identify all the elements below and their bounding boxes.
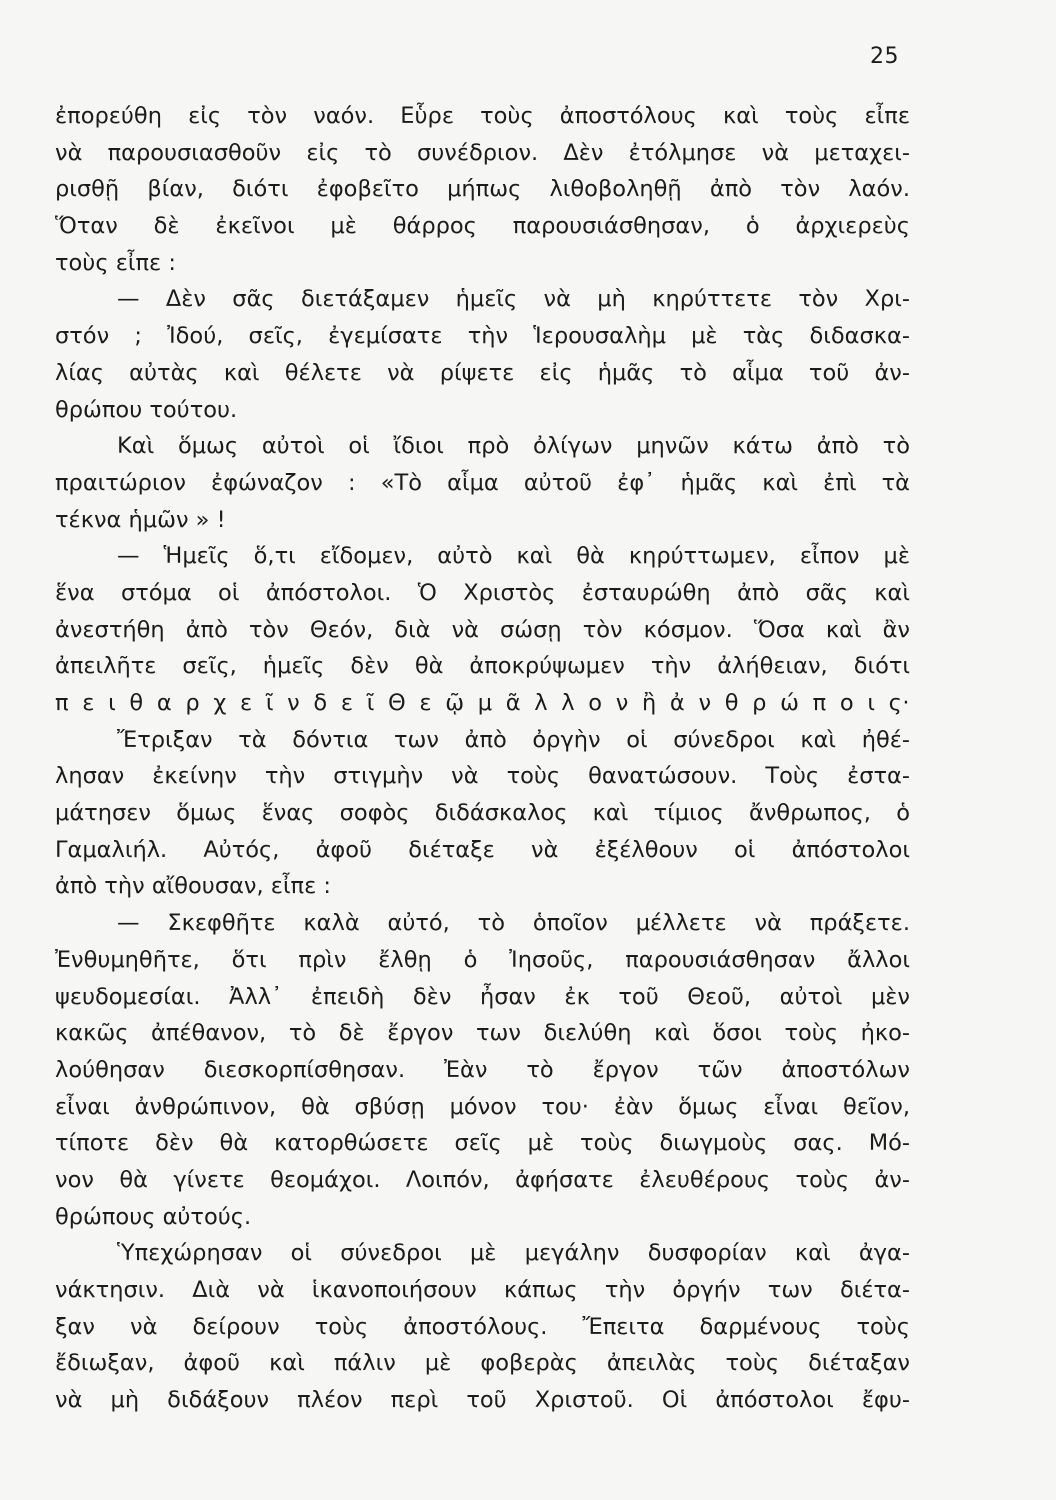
text-line: τοὺς εἶπε :: [55, 249, 176, 276]
text-line: τέκνα ἡμῶν » !: [55, 506, 226, 533]
text-line: Καὶ ὅμως αὐτοὶ οἱ ἴδιοι πρὸ ὀλίγων μηνῶν κάτω ἀπὸ τὸ: [117, 433, 910, 460]
text-line: τίποτε δὲν θὰ κατορθώσετε σεῖς μὲ τοὺς διωγμοὺς σας. Μό-: [55, 1130, 910, 1157]
text-line: νὰ μὴ διδάξουν πλέον περὶ τοῦ Χριστοῦ. Οἱ ἀπόστολοι ἔφυ-: [55, 1387, 910, 1414]
text-line: ξαν νὰ δείρουν τοὺς ἀποστόλους. Ἔπειτα δαρμένους τοὺς: [55, 1313, 910, 1340]
text-line: στόν ; Ἰδού, σεῖς, ἐγεμίσατε τὴν Ἱερουσαλὴμ μὲ τὰς διδασκα-: [55, 323, 910, 350]
text-line: εἶναι ἀνθρώπινον, θὰ σβύσῃ μόνον του· ἐὰν ὅμως εἶναι θεῖον,: [55, 1093, 910, 1120]
body-text: [55, 98, 910, 1419]
text-line: θρώπου τούτου.: [55, 396, 238, 423]
text-line: Γαμαλιήλ. Αὐτός, ἀφοῦ διέταξε νὰ ἐξέλθουν οἱ ἀπόστολοι: [55, 836, 910, 863]
text-line: — Σκεφθῆτε καλὰ αὐτό, τὸ ὁποῖον μέλλετε νὰ πράξετε.: [117, 910, 910, 937]
text-line: ἀνεστήθη ἀπὸ τὸν Θεόν, διὰ νὰ σώσῃ τὸν κόσμον. Ὅσα καὶ ἂν: [55, 616, 910, 643]
text-line: ρισθῇ βίαν, διότι ἐφοβεῖτο μήπως λιθοβοληθῇ ἀπὸ τὸν λαόν.: [55, 176, 910, 203]
text-line: ἀπὸ τὴν αἴθουσαν, εἶπε :: [55, 873, 331, 900]
text-line: π ε ι θ α ρ χ ε ῖ ν δ ε ῖ Θ ε ῷ μ ᾶ λ λ ο ν ἢ ἀ ν θ ρ ώ π ο ι ς·: [55, 690, 910, 716]
text-line: πραιτώριον ἐφώναζον : «Τὸ αἷμα αὐτοῦ ἐφ᾽ ἡμᾶς καὶ ἐπὶ τὰ: [55, 469, 910, 496]
text-line: Ὑπεχώρησαν οἱ σύνεδροι μὲ μεγάλην δυσφορίαν καὶ ἀγα-: [117, 1240, 910, 1267]
text-line: μάτησεν ὅμως ἕνας σοφὸς διδάσκαλος καὶ τίμιος ἄνθρωπος, ὁ: [55, 800, 910, 827]
text-line: θρώπους αὐτούς.: [55, 1203, 252, 1230]
text-line: Ὅταν δὲ ἐκεῖνοι μὲ θάρρος παρουσιάσθησαν, ὁ ἀρχιερεὺς: [55, 213, 910, 240]
text-line: ἕνα στόμα οἱ ἀπόστολοι. Ὁ Χριστὸς ἐσταυρώθη ἀπὸ σᾶς καὶ: [55, 579, 910, 606]
text-line: Ἐνθυμηθῆτε, ὅτι πρὶν ἔλθῃ ὁ Ἰησοῦς, παρουσιάσθησαν ἄλλοι: [55, 946, 910, 973]
text-line: ἀπειλῆτε σεῖς, ἡμεῖς δὲν θὰ ἀποκρύψωμεν τὴν ἀλήθειαν, διότι: [55, 653, 910, 680]
text-line: ἐπορεύθη εἰς τὸν ναόν. Εὗρε τοὺς ἀποστόλους καὶ τοὺς εἶπε: [55, 103, 910, 129]
text-line: ἔδιωξαν, ἀφοῦ καὶ πάλιν μὲ φοβερὰς ἀπειλὰς τοὺς διέταξαν: [55, 1350, 910, 1377]
text-line: νάκτησιν. Διὰ νὰ ἱκανοποιήσουν κάπως τὴν ὀργήν των διέτα-: [55, 1277, 910, 1303]
text-line: — Δὲν σᾶς διετάξαμεν ἡμεῖς νὰ μὴ κηρύττετε τὸν Χρι-: [117, 286, 910, 313]
text-line: λησαν ἐκείνην τὴν στιγμὴν νὰ τοὺς θανατώσουν. Τοὺς ἐστα-: [55, 763, 910, 790]
text-line: νον θὰ γίνετε θεομάχοι. Λοιπόν, ἀφήσατε ἐλευθέρους τοὺς ἀν-: [55, 1166, 910, 1193]
page-number: 25: [870, 44, 899, 69]
text-line: νὰ παρουσιασθοῦν εἰς τὸ συνέδριον. Δὲν ἐτόλμησε νὰ μεταχει-: [55, 139, 910, 166]
text-line: κακῶς ἀπέθανον, τὸ δὲ ἔργον των διελύθη καὶ ὅσοι τοὺς ἠκο-: [55, 1020, 910, 1047]
text-line: — Ἡμεῖς ὅ,τι εἴδομεν, αὐτὸ καὶ θὰ κηρύττωμεν, εἶπον μὲ: [117, 543, 910, 570]
text-line: ψευδομεσίαι. Ἀλλ᾽ ἐπειδὴ δὲν ἦσαν ἐκ τοῦ Θεοῦ, αὐτοὶ μὲν: [55, 983, 910, 1010]
text-line: λούθησαν διεσκορπίσθησαν. Ἐὰν τὸ ἔργον τῶν ἀποστόλων: [55, 1056, 910, 1083]
text-line: Ἔτριξαν τὰ δόντια των ἀπὸ ὀργὴν οἱ σύνεδροι καὶ ἠθέ-: [117, 726, 910, 753]
text-line: λίας αὐτὰς καὶ θέλετε νὰ ρίψετε εἰς ἡμᾶς τὸ αἷμα τοῦ ἀν-: [55, 359, 910, 386]
